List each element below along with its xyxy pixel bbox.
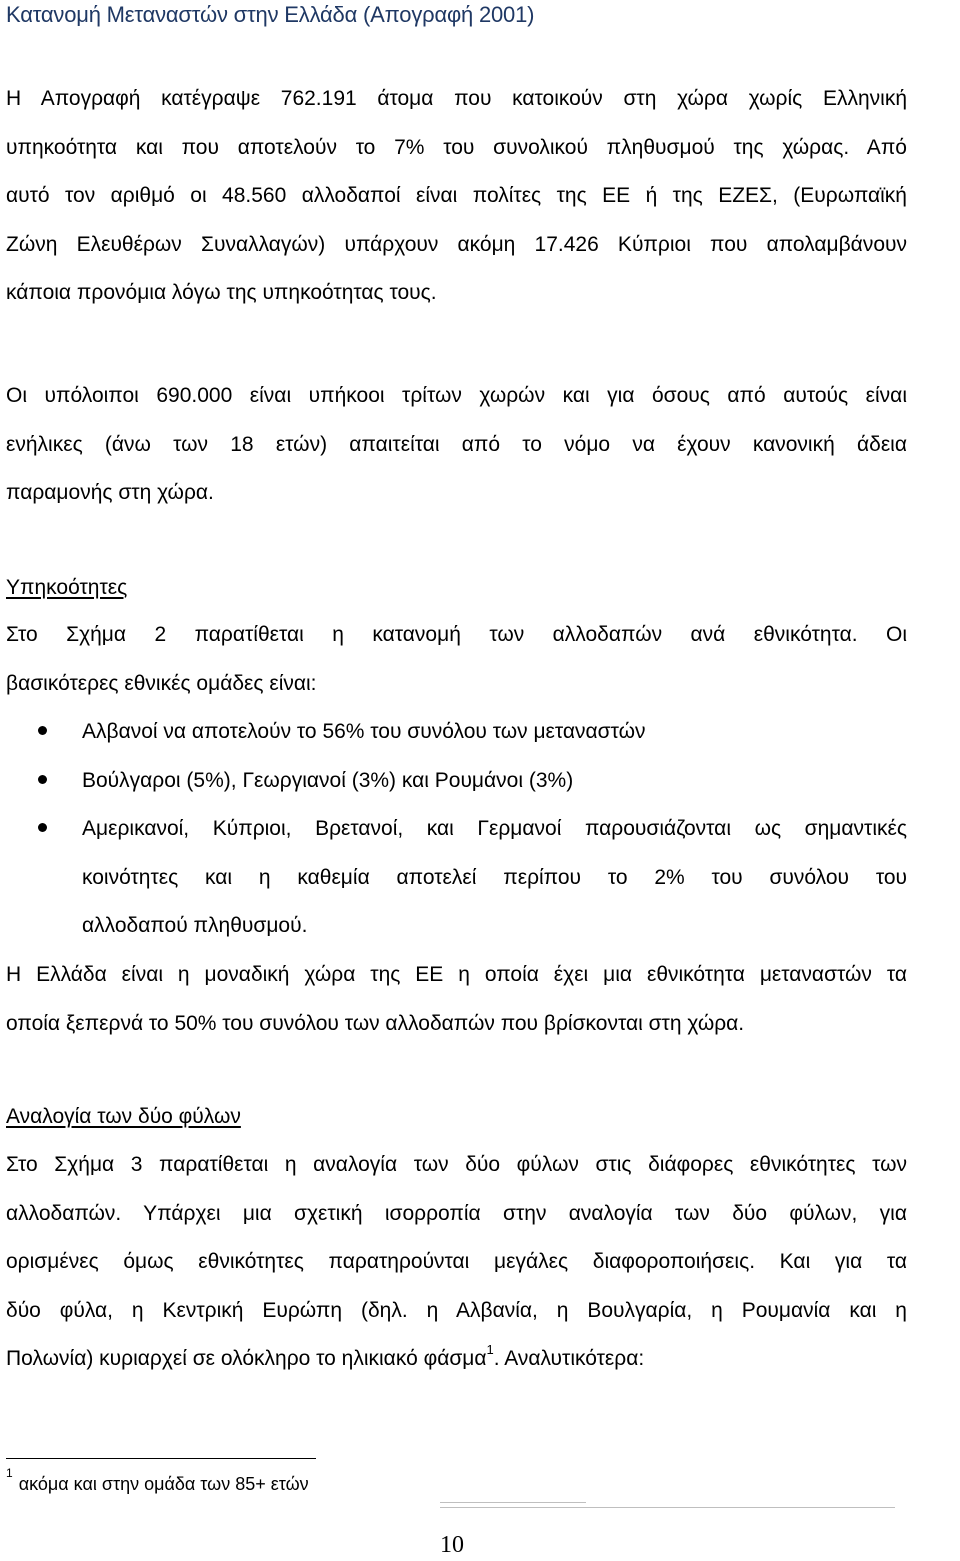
text-line: Αμερικανοί, Κύπριοι, Βρετανοί, και Γερμανοί παρουσιάζονται ως σημαντικές xyxy=(82,817,907,840)
bullet-icon xyxy=(38,823,47,832)
section-heading-nationalities: Υπηκοότητες xyxy=(6,576,128,599)
text-line: αυτό τον αριθμό οι 48.560 αλλοδαποί είναι πολίτες της ΕΕ ή της ΕΖΕΣ, (Ευρωπαϊκή xyxy=(6,184,907,207)
paragraph-third-countries xyxy=(6,372,907,518)
footnote-reference[interactable]: 1 xyxy=(486,1342,494,1357)
nationality-bullet-list xyxy=(0,708,907,951)
text-line: αλλοδαπών. Υπάρχει μια σχετική ισορροπία στην αναλογία των δύο φύλων, για xyxy=(6,1201,907,1225)
paragraph-census xyxy=(6,75,907,318)
text-line: αλλοδαπού πληθυσμού. xyxy=(82,914,308,937)
bullet-icon xyxy=(38,775,47,784)
text-line: Η Απογραφή κατέγραψε 762.191 άτομα που κατοικούν στη χώρα χωρίς Ελληνική xyxy=(6,87,907,110)
text-line: Στο Σχήμα 3 παρατίθεται η αναλογία των δύο φύλων στις διάφορες εθνικότητες των xyxy=(6,1153,907,1176)
footer-rule-long xyxy=(440,1507,895,1508)
footnote xyxy=(6,1466,309,1495)
text-line: ενήλικες (άνω των 18 ετών) απαιτείται από το νόμο να έχουν κανονική άδεια xyxy=(6,432,907,456)
text-line: υπηκοότητα και που αποτελούν το 7% του συνολικού πληθυσμού της χώρας. Από xyxy=(6,135,907,159)
text-line: βασικότερες εθνικές ομάδες είναι: xyxy=(6,671,317,695)
text-line: Ζώνη Ελευθέρων Συναλλαγών) υπάρχουν ακόμη 17.426 Κύπριοι που απολαμβάνουν xyxy=(6,232,907,256)
paragraph-nationality-intro xyxy=(6,611,907,708)
text-line xyxy=(6,1335,907,1384)
footnote-mark: 1 xyxy=(6,1466,13,1480)
footnote-separator xyxy=(6,1458,316,1459)
text-line: Στο Σχήμα 2 παρατίθεται η κατανομή των αλλοδαπών ανά εθνικότητα. Οι xyxy=(6,623,907,646)
page-title: Κατανομή Μεταναστών στην Ελλάδα (Απογραφή 2001) xyxy=(6,2,535,27)
list-item xyxy=(0,708,907,757)
page-number: 10 xyxy=(440,1532,464,1558)
paragraph-greece-unique xyxy=(6,951,907,1048)
text-line: οποία ξεπερνά το 50% του συνόλου των αλλοδαπών που βρίσκονται στη χώρα. xyxy=(6,1011,745,1035)
list-item xyxy=(0,805,907,951)
text-line: Η Ελλάδα είναι η μοναδική χώρα της ΕΕ η οποία έχει μια εθνικότητα μεταναστών τα xyxy=(6,963,907,986)
text-line: παραμονής στη χώρα. xyxy=(6,481,214,504)
text-line: Αλβανοί να αποτελούν το 56% του συνόλου των μεταναστών xyxy=(82,720,646,743)
text-line: κοινότητες και η καθεμία αποτελεί περίπου το 2% του συνόλου του xyxy=(82,865,907,889)
paragraph-gender-ratio xyxy=(6,1141,907,1384)
footer-rule-short xyxy=(440,1502,586,1503)
text-line: δύο φύλα, η Κεντρική Ευρώπη (δηλ. η Αλβανία, η Βουλγαρία, η Ρουμανία και η xyxy=(6,1298,907,1322)
list-item xyxy=(0,757,907,806)
text-fragment: . Αναλυτικότερα: xyxy=(493,1347,645,1370)
text-line: Βούλγαροι (5%), Γεωργιανοί (3%) και Ρουμάνοι (3%) xyxy=(82,768,574,792)
bullet-icon xyxy=(38,726,47,735)
text-line: Οι υπόλοιποι 690.000 είναι υπήκοοι τρίτων χωρών και για όσους από αυτούς είναι xyxy=(6,384,907,407)
section-heading-gender-ratio: Αναλογία των δύο φύλων xyxy=(6,1105,241,1128)
text-fragment: Πολωνία) κυριαρχεί σε ολόκληρο το ηλικιακό φάσμα xyxy=(6,1347,487,1370)
text-line: κάποια προνόμια λόγω της υπηκοότητας τους. xyxy=(6,281,437,304)
text-line: ορισμένες όμως εθνικότητες παρατηρούνται μεγάλες διαφοροποιήσεις. Και για τα xyxy=(6,1250,907,1273)
footnote-text: ακόμα και στην ομάδα των 85+ ετών xyxy=(18,1474,309,1494)
